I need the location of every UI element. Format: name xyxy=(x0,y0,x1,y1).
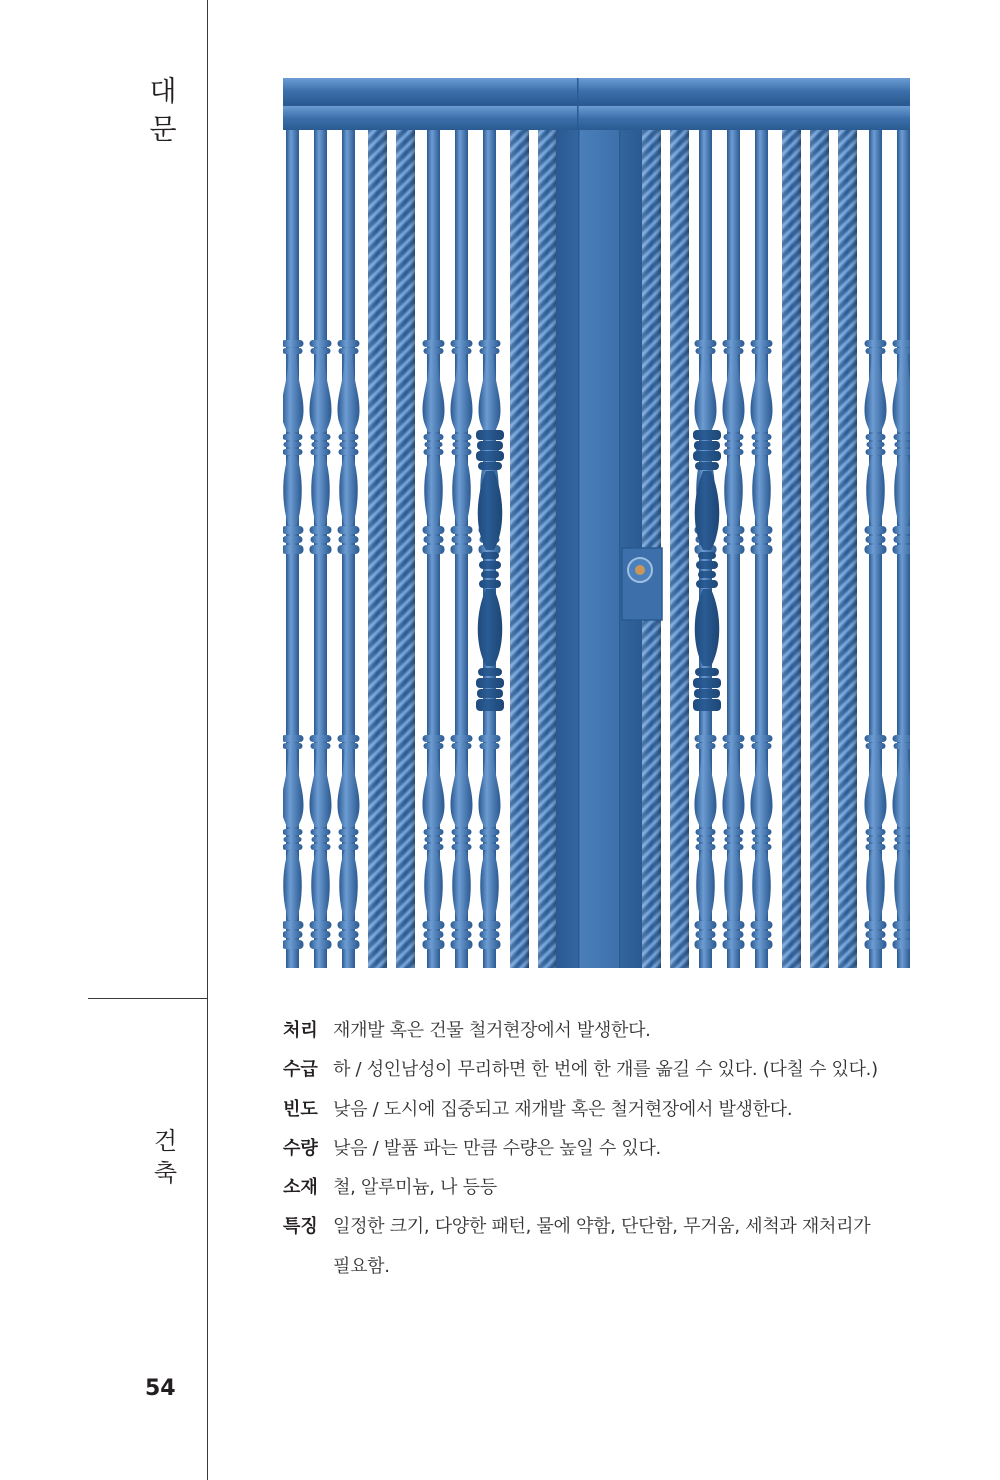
baluster-ring xyxy=(338,545,360,554)
baluster-ring xyxy=(424,931,444,938)
baluster-bulb xyxy=(338,354,360,432)
baluster-bulb xyxy=(865,354,887,432)
baluster-ring xyxy=(477,441,503,450)
baluster-ring xyxy=(476,451,504,461)
baluster-ring xyxy=(310,940,332,949)
baluster-ring xyxy=(866,348,886,354)
baluster-ring xyxy=(425,837,443,842)
spec-text: 재개발 혹은 건물 철거현장에서 발생한다. xyxy=(333,1020,651,1041)
baluster-ring xyxy=(283,526,304,534)
baluster-bulb xyxy=(479,354,501,432)
twisted-rope-bar xyxy=(782,130,801,968)
handle-bulge xyxy=(695,589,720,666)
baluster-ring xyxy=(751,545,773,554)
baluster-ring xyxy=(283,340,304,347)
center-post-line xyxy=(619,130,621,968)
baluster-ring xyxy=(424,829,444,835)
baluster-ring xyxy=(481,571,499,578)
baluster-ring xyxy=(451,526,473,534)
baluster-ring xyxy=(866,434,886,440)
baluster-ring xyxy=(865,921,887,929)
baluster-ring xyxy=(452,931,472,938)
baluster-bulge xyxy=(480,851,499,920)
baluster-ring xyxy=(339,348,359,354)
baluster-ring xyxy=(867,442,885,447)
baluster-bulge xyxy=(339,851,358,920)
spec-row-supply xyxy=(283,1050,923,1089)
baluster-ring xyxy=(893,340,911,347)
baluster-ring xyxy=(480,348,500,354)
baluster-ring xyxy=(339,449,359,455)
baluster-ring xyxy=(893,545,911,554)
baluster-ring xyxy=(424,348,444,354)
baluster-ring xyxy=(340,837,358,842)
spec-label: 수량 xyxy=(283,1137,318,1159)
baluster-ring xyxy=(283,921,304,929)
baluster-ring xyxy=(895,442,911,447)
baluster-ring xyxy=(451,340,473,347)
baluster-ring xyxy=(283,735,304,742)
baluster-ring xyxy=(751,526,773,534)
baluster-ring xyxy=(339,536,359,543)
baluster-ring xyxy=(866,844,886,850)
baluster-bulb xyxy=(751,749,773,827)
baluster-bulge xyxy=(311,456,330,525)
baluster-ring xyxy=(423,545,445,554)
baluster-ring xyxy=(693,451,721,461)
baluster-ring xyxy=(696,931,716,938)
baluster-bulge xyxy=(452,456,471,525)
baluster-ring xyxy=(751,940,773,949)
twisted-rope-bar xyxy=(368,130,387,968)
baluster-bulge xyxy=(424,456,443,525)
turned-baluster-bar xyxy=(310,130,332,968)
baluster-ring xyxy=(283,940,304,949)
baluster-ring xyxy=(725,837,743,842)
turned-baluster-bar xyxy=(423,130,445,968)
baluster-ring xyxy=(424,844,444,850)
twisted-rope-bar xyxy=(670,130,689,968)
baluster-ring xyxy=(893,526,911,534)
baluster-ring xyxy=(283,931,303,938)
spec-row-features xyxy=(283,1207,923,1286)
baluster-ring xyxy=(311,829,331,835)
baluster-bulb xyxy=(695,749,717,827)
twisted-rope-bar xyxy=(810,130,829,968)
baluster-ring xyxy=(283,348,303,354)
baluster-ring xyxy=(696,844,716,850)
baluster-ring xyxy=(423,340,445,347)
baluster-ring xyxy=(751,340,773,347)
spec-row-quantity xyxy=(283,1129,923,1168)
baluster-ring xyxy=(339,434,359,440)
baluster-ring xyxy=(311,449,331,455)
baluster-ring xyxy=(866,536,886,543)
baluster-ring xyxy=(339,829,359,835)
baluster-bulb xyxy=(723,354,745,432)
baluster-ring xyxy=(423,735,445,742)
baluster-ring xyxy=(340,442,358,447)
baluster-ring xyxy=(311,844,331,850)
category-label: 건축 xyxy=(149,1128,177,1192)
keyhole xyxy=(635,565,645,575)
baluster-ring xyxy=(423,526,445,534)
baluster-bulb xyxy=(893,749,911,827)
baluster-ring xyxy=(339,931,359,938)
section-divider-rule xyxy=(88,998,208,999)
baluster-ring xyxy=(894,844,911,850)
baluster-ring xyxy=(283,844,303,850)
turned-baluster-bar xyxy=(865,130,887,968)
baluster-ring xyxy=(894,449,911,455)
baluster-ring xyxy=(338,735,360,742)
baluster-ring xyxy=(453,442,471,447)
baluster-ring xyxy=(724,348,744,354)
baluster-ring xyxy=(894,536,911,543)
baluster-ring xyxy=(478,462,502,470)
baluster-ring xyxy=(695,668,719,676)
baluster-ring xyxy=(752,743,772,749)
baluster-ring xyxy=(752,449,772,455)
turned-baluster-bar xyxy=(451,130,473,968)
baluster-ring xyxy=(894,829,911,835)
baluster-ring xyxy=(476,678,504,688)
baluster-ring xyxy=(893,735,911,742)
baluster-ring xyxy=(752,829,772,835)
spec-text: 낮음 / 도시에 집중되고 재개발 혹은 철거현장에서 발생한다. xyxy=(333,1098,793,1120)
baluster-ring xyxy=(283,829,303,835)
baluster-ring xyxy=(311,434,331,440)
gate-top-beam xyxy=(283,78,910,104)
spec-text: 일정한 크기, 다양한 패턴, 물에 약함, 단단함, 무거움, 세척과 재처리가 필요함. xyxy=(333,1216,871,1277)
baluster-ring xyxy=(724,536,744,543)
baluster-ring xyxy=(339,844,359,850)
rope-bar-shade xyxy=(782,130,801,968)
baluster-bulge xyxy=(339,456,358,525)
turned-baluster-bar xyxy=(893,130,911,968)
baluster-bulge xyxy=(894,851,910,920)
turned-baluster-bar xyxy=(723,130,745,968)
baluster-ring xyxy=(893,940,911,949)
baluster-ring xyxy=(865,735,887,742)
baluster-bulb xyxy=(310,749,332,827)
baluster-bulge xyxy=(724,851,743,920)
twisted-rope-bar xyxy=(396,130,415,968)
baluster-bulge xyxy=(866,456,885,525)
center-post-plank xyxy=(579,130,619,968)
baluster-ring xyxy=(480,931,500,938)
rope-bar-shade xyxy=(670,130,689,968)
baluster-ring xyxy=(284,837,302,842)
spec-label: 소재 xyxy=(283,1177,318,1199)
baluster-ring xyxy=(866,449,886,455)
baluster-ring xyxy=(283,434,303,440)
baluster-bulb xyxy=(865,749,887,827)
baluster-ring xyxy=(866,829,886,835)
baluster-ring xyxy=(478,668,502,676)
baluster-bulge xyxy=(452,851,471,920)
baluster-ring xyxy=(696,561,718,569)
baluster-ring xyxy=(724,743,744,749)
baluster-ring xyxy=(698,552,716,559)
baluster-ring xyxy=(339,743,359,749)
baluster-ring xyxy=(697,837,715,842)
baluster-ring xyxy=(695,462,719,470)
baluster-ring xyxy=(452,844,472,850)
baluster-ring xyxy=(451,735,473,742)
baluster-ring xyxy=(451,940,473,949)
baluster-ring xyxy=(283,743,303,749)
baluster-bulge xyxy=(866,851,885,920)
baluster-ring xyxy=(479,340,501,347)
baluster-ring xyxy=(312,837,330,842)
baluster-ring xyxy=(866,931,886,938)
baluster-ring xyxy=(424,449,444,455)
baluster-ring xyxy=(423,921,445,929)
baluster-ring xyxy=(310,735,332,742)
baluster-bulb xyxy=(310,354,332,432)
baluster-ring xyxy=(311,348,331,354)
baluster-ring xyxy=(696,829,716,835)
baluster-bulb xyxy=(695,354,717,432)
baluster-ring xyxy=(724,434,744,440)
rope-bar-shade xyxy=(510,130,529,968)
baluster-ring xyxy=(696,348,716,354)
baluster-ring xyxy=(480,844,500,850)
baluster-bulb xyxy=(451,749,473,827)
baluster-ring xyxy=(751,921,773,929)
baluster-ring xyxy=(723,340,745,347)
baluster-ring xyxy=(452,449,472,455)
baluster-ring xyxy=(312,442,330,447)
gate-top-rail xyxy=(283,106,910,130)
baluster-ring xyxy=(310,545,332,554)
turned-baluster-bar xyxy=(338,130,360,968)
baluster-ring xyxy=(452,743,472,749)
baluster-ring xyxy=(725,442,743,447)
baluster-ring xyxy=(865,340,887,347)
baluster-ring xyxy=(424,743,444,749)
baluster-ring xyxy=(723,921,745,929)
baluster-ring xyxy=(693,430,721,440)
baluster-ring xyxy=(752,536,772,543)
vertical-margin-rule xyxy=(207,0,208,1480)
baluster-bulge xyxy=(752,456,771,525)
baluster-ring xyxy=(894,434,911,440)
spec-text: 하 / 성인남성이 무리하면 한 번에 한 개를 옮길 수 있다. (다칠 수 있다.) xyxy=(333,1059,878,1081)
baluster-ring xyxy=(695,735,717,742)
rope-bar-shade xyxy=(538,130,557,968)
baluster-ring xyxy=(424,434,444,440)
baluster-bulb xyxy=(338,749,360,827)
baluster-ring xyxy=(752,931,772,938)
spec-text: 철, 알루미늄, 나 등등 xyxy=(333,1177,497,1199)
spec-row-material xyxy=(283,1168,923,1207)
baluster-ring xyxy=(724,844,744,850)
baluster-ring xyxy=(893,921,911,929)
baluster-ring xyxy=(311,931,331,938)
baluster-ring xyxy=(752,844,772,850)
page-number: 54 xyxy=(145,1376,176,1401)
baluster-ring xyxy=(451,545,473,554)
baluster-bulge xyxy=(283,456,302,525)
baluster-ring xyxy=(723,940,745,949)
baluster-ring xyxy=(694,441,720,450)
baluster-ring xyxy=(283,449,303,455)
baluster-ring xyxy=(338,526,360,534)
baluster-ring xyxy=(753,442,771,447)
baluster-ring xyxy=(695,340,717,347)
gate-illustration xyxy=(283,78,910,968)
baluster-ring xyxy=(476,699,504,711)
twisted-rope-bar xyxy=(510,130,529,968)
baluster-bulb xyxy=(751,354,773,432)
baluster-bulb xyxy=(423,749,445,827)
baluster-ring xyxy=(310,921,332,929)
baluster-ring xyxy=(479,940,501,949)
baluster-ring xyxy=(724,449,744,455)
baluster-bulge xyxy=(696,851,715,920)
baluster-ring xyxy=(452,536,472,543)
baluster-bulb xyxy=(723,749,745,827)
baluster-ring xyxy=(479,735,501,742)
baluster-ring xyxy=(338,340,360,347)
baluster-ring xyxy=(724,829,744,835)
baluster-ring xyxy=(480,829,500,835)
baluster-ring xyxy=(310,340,332,347)
baluster-ring xyxy=(479,580,501,588)
baluster-ring xyxy=(283,545,304,554)
baluster-ring xyxy=(866,743,886,749)
baluster-ring xyxy=(283,536,303,543)
baluster-ring xyxy=(480,743,500,749)
baluster-bulge xyxy=(424,851,443,920)
baluster-ring xyxy=(895,837,911,842)
baluster-ring xyxy=(696,743,716,749)
baluster-ring xyxy=(752,434,772,440)
baluster-ring xyxy=(452,348,472,354)
baluster-ring xyxy=(452,829,472,835)
baluster-ring xyxy=(451,921,473,929)
baluster-bulb xyxy=(479,749,501,827)
baluster-ring xyxy=(284,442,302,447)
turned-baluster-bar xyxy=(283,130,304,968)
baluster-ring xyxy=(476,430,504,440)
baluster-ring xyxy=(693,678,721,688)
baluster-ring xyxy=(695,921,717,929)
spec-row-frequency xyxy=(283,1090,923,1129)
baluster-ring xyxy=(479,561,501,569)
rope-bar-shade xyxy=(396,130,415,968)
baluster-ring xyxy=(723,545,745,554)
baluster-ring xyxy=(479,921,501,929)
baluster-ring xyxy=(453,837,471,842)
twisted-rope-bar xyxy=(538,130,557,968)
gate-rail-seam xyxy=(283,104,910,106)
baluster-ring xyxy=(311,536,331,543)
baluster-ring xyxy=(425,442,443,447)
spec-list xyxy=(283,1011,923,1286)
baluster-ring xyxy=(481,837,499,842)
rope-bar-shade xyxy=(838,130,857,968)
baluster-ring xyxy=(338,940,360,949)
rope-bar-shade xyxy=(368,130,387,968)
baluster-ring xyxy=(696,580,718,588)
baluster-ring xyxy=(695,940,717,949)
baluster-ring xyxy=(867,837,885,842)
baluster-bulb xyxy=(893,354,911,432)
baluster-ring xyxy=(698,571,716,578)
baluster-ring xyxy=(693,699,721,711)
handle-bulge xyxy=(478,589,503,666)
baluster-ring xyxy=(477,689,503,698)
spec-label: 수급 xyxy=(283,1059,318,1081)
spec-label: 처리 xyxy=(283,1020,318,1041)
page-title: 대문 xyxy=(145,76,178,152)
baluster-ring xyxy=(481,552,499,559)
baluster-ring xyxy=(724,931,744,938)
baluster-ring xyxy=(753,837,771,842)
baluster-bulb xyxy=(423,354,445,432)
baluster-ring xyxy=(310,526,332,534)
gate-center-seam xyxy=(577,78,579,130)
baluster-ring xyxy=(452,434,472,440)
twisted-rope-bar xyxy=(838,130,857,968)
baluster-ring xyxy=(752,348,772,354)
baluster-ring xyxy=(751,735,773,742)
baluster-ring xyxy=(894,743,911,749)
baluster-ring xyxy=(723,735,745,742)
spec-row-processing xyxy=(283,1011,923,1050)
rope-bar-shade xyxy=(810,130,829,968)
baluster-bulb xyxy=(451,354,473,432)
baluster-ring xyxy=(311,743,331,749)
baluster-bulge xyxy=(283,851,302,920)
baluster-ring xyxy=(423,940,445,949)
gate-drawing xyxy=(283,78,910,968)
baluster-ring xyxy=(865,526,887,534)
baluster-ring xyxy=(865,940,887,949)
center-post-line xyxy=(578,130,580,968)
baluster-ring xyxy=(424,536,444,543)
baluster-ring xyxy=(694,689,720,698)
baluster-bulge xyxy=(311,851,330,920)
baluster-ring xyxy=(865,545,887,554)
baluster-ring xyxy=(894,931,911,938)
spec-label: 특징 xyxy=(283,1216,318,1238)
spec-label: 빈도 xyxy=(283,1098,318,1120)
baluster-ring xyxy=(894,348,911,354)
turned-baluster-bar xyxy=(751,130,773,968)
baluster-ring xyxy=(338,921,360,929)
baluster-bulge xyxy=(752,851,771,920)
baluster-ring xyxy=(723,526,745,534)
baluster-bulge xyxy=(894,456,910,525)
lock-plate xyxy=(622,548,662,620)
spec-text: 낮음 / 발품 파는 만큼 수량은 높일 수 있다. xyxy=(333,1137,661,1159)
baluster-bulge xyxy=(724,456,743,525)
